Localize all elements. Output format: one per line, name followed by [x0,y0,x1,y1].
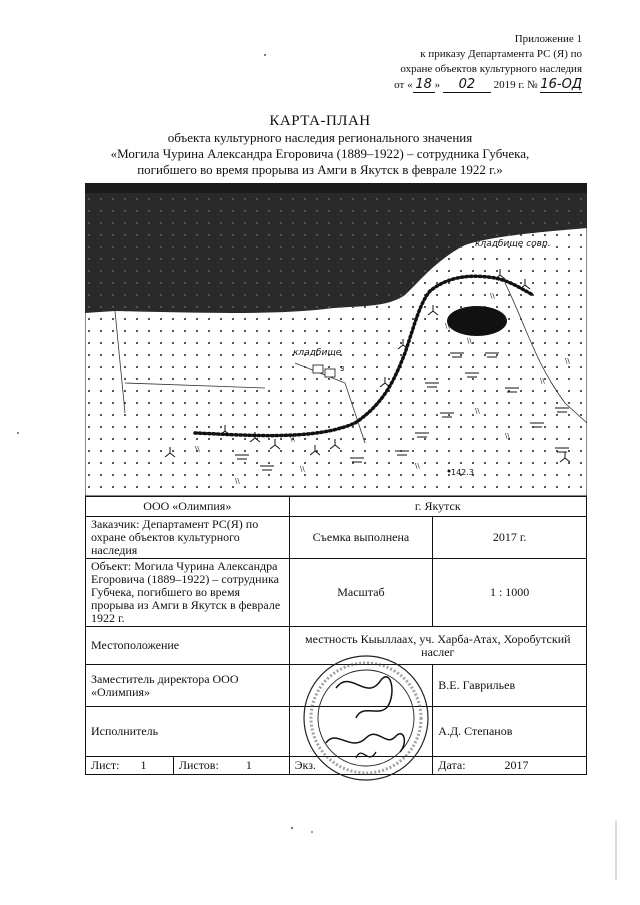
survey-label-cell: Съемка выполнена [289,517,433,559]
deputy-label-cell: Заместитель директора ООО «Олимпия» [86,665,290,707]
location-value-cell: местность Кыыллаах, уч. Харба-Атах, Хоробутский наслег [289,627,586,665]
appendix-line2: к приказу Департамента РС (Я) по [420,48,582,60]
appendix-line3: охране объектов культурного наследия [400,63,582,75]
executor-name-cell: А.Д. Степанов [433,707,587,757]
sheet-cell: Лист: 1 [86,757,174,775]
deputy-name-cell: В.Е. Гаврильев [433,665,587,707]
map-label-plot: 3 [340,365,345,373]
svg-text:\\: \\ [300,465,305,473]
location-label-cell: Местоположение [86,627,290,665]
appendix-date-line: от « 18 » 02 2019 г. № 16-ОД [394,77,582,92]
appendix-number: 16-ОД [540,77,582,92]
svg-text:\\: \\ [235,477,240,485]
doc-subtitle: объекта культурного наследия регионального значения «Могила Чурина Александра Егоровича (1889–1922) – сотрудника Губчека, погибшего во время прорыва из Амги в Якутск в феврале 1922 г.» [110,130,530,177]
scale-label-cell: Масштаб [289,559,433,627]
copy-cell: Экз. [289,757,433,775]
map-elevation: 142.3 [451,468,474,477]
object-cell: Объект: Могила Чурина Александра Егоровича (1889–1922) – сотрудника Губчека, погибшего во время прорыва из Амги в Якутск в феврале 1922 г. [86,559,290,627]
appendix-day: 18 [413,77,435,93]
appendix-month: 02 [443,77,491,93]
svg-text:\\: \\ [415,462,420,470]
map-label-cemetery-modern: кладбище совр. [475,239,551,249]
svg-text:\\: \\ [467,337,472,345]
customer-cell: Заказчик: Департамент РС(Я) по охране объектов культурного наследия [86,517,290,559]
sheets-cell: Листов: 1 [173,757,289,775]
company-cell: ООО «Олимпия» [86,497,290,517]
svg-text:\\: \\ [290,435,295,443]
svg-text:\\: \\ [195,445,200,453]
appendix-line1: Приложение 1 [514,33,582,45]
doc-title: КАРТА-ПЛАН [269,113,371,129]
survey-year-cell: 2017 г. [433,517,587,559]
scale-value-cell: 1 : 1000 [433,559,587,627]
svg-text:\\: \\ [565,357,570,365]
executor-label-cell: Исполнитель [86,707,290,757]
svg-text:\\: \\ [505,432,510,440]
svg-text:\\: \\ [540,377,545,385]
city-cell: г. Якутск [289,497,586,517]
date-cell: Дата: 2017 [433,757,587,775]
svg-text:\\: \\ [445,322,450,330]
map-label-cemetery: кладбище [293,348,342,358]
svg-text:\\: \\ [490,292,495,300]
svg-text:\\: \\ [475,407,480,415]
